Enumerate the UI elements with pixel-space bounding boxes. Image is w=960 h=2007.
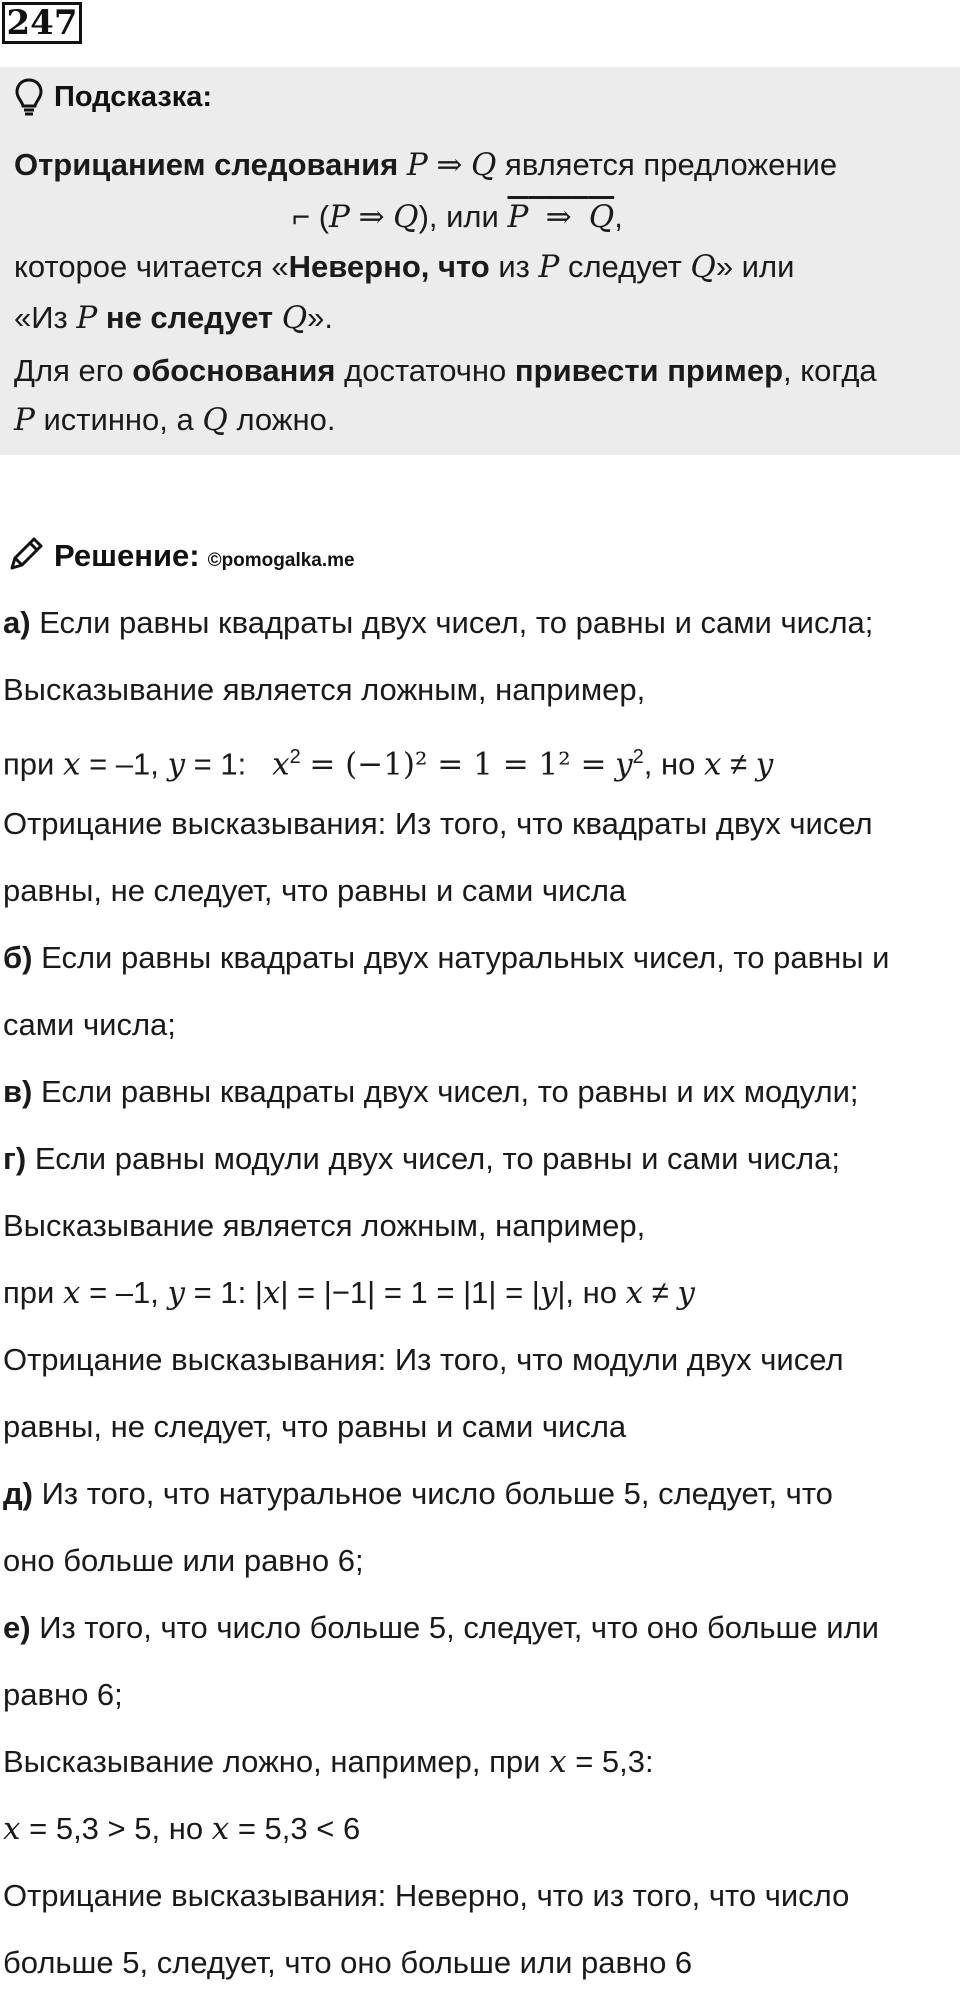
item-a-false: Высказывание является ложным, например,	[3, 672, 646, 707]
item-v: в) Если равны квадраты двух чисел, то равны и их модули;	[3, 1074, 859, 1109]
hint-line-2: ⌐ (P ⇒ Q), или P ⇒ Q,	[292, 199, 623, 235]
solution-header	[6, 528, 355, 584]
hint-line-1: Отрицанием следования P ⇒ Q является предложение	[14, 147, 838, 183]
item-a-negation-2: равны, не следует, что равны и сами числа	[3, 873, 627, 908]
item-g-negation-1: Отрицание высказывания: Из того, что модули двух чисел	[3, 1342, 844, 1377]
item-e-example: x = 5,3 > 5, но x = 5,3 < 6	[3, 1811, 361, 1847]
lightbulb-icon	[14, 77, 44, 117]
hint-header	[14, 75, 212, 119]
item-a-example: при x = –1, y = 1: $x^2 = (-1)^2 = 1 = 1^2 = y^2$, но x ≠ y	[3, 746, 774, 783]
pencil-icon	[6, 534, 46, 579]
item-b: б) Если равны квадраты двух натуральных чисел, то равны и	[3, 940, 890, 975]
item-b-cont: сами числа;	[3, 1007, 176, 1042]
item-g-false: Высказывание является ложным, например,	[3, 1208, 646, 1243]
hint-title: Подсказка:	[54, 80, 213, 113]
item-a-negation-1: Отрицание высказывания: Из того, что квадраты двух чисел	[3, 806, 873, 841]
hint-line-6: P истинно, а Q ложно.	[14, 402, 336, 438]
item-e-negation-1: Отрицание высказывания: Неверно, что из того, что число	[3, 1878, 850, 1913]
solution-title: Решение:	[54, 538, 200, 573]
item-e-false: Высказывание ложно, например, при x = 5,3:	[3, 1744, 654, 1780]
watermark: ©pomogalka.me	[207, 550, 355, 571]
hint-line-4: «Из P не следует Q».	[14, 300, 334, 336]
item-e: е) Из того, что число больше 5, следует, что оно больше или	[3, 1610, 880, 1645]
item-g-negation-2: равны, не следует, что равны и сами числа	[3, 1409, 627, 1444]
problem-number: 247	[2, 2, 82, 44]
item-e-cont: равно 6;	[3, 1677, 123, 1712]
hint-line-3: которое читается «Неверно, что из P следует Q» или	[14, 249, 795, 285]
item-d-cont: оно больше или равно 6;	[3, 1543, 364, 1578]
item-e-negation-2: больше 5, следует, что оно больше или равно 6	[3, 1945, 693, 1980]
item-a: а) Если равны квадраты двух чисел, то равны и сами числа;	[3, 605, 874, 640]
hint-line-5: Для его обоснования достаточно привести пример, когда	[14, 353, 877, 388]
item-g: г) Если равны модули двух чисел, то равны и сами числа;	[3, 1141, 840, 1176]
hint-box	[0, 67, 960, 455]
item-g-example: при x = –1, y = 1: |x| = |−1| = 1 = |1| = |y|, но x ≠ y	[3, 1275, 695, 1311]
item-d: д) Из того, что натуральное число больше 5, следует, что	[3, 1476, 833, 1511]
